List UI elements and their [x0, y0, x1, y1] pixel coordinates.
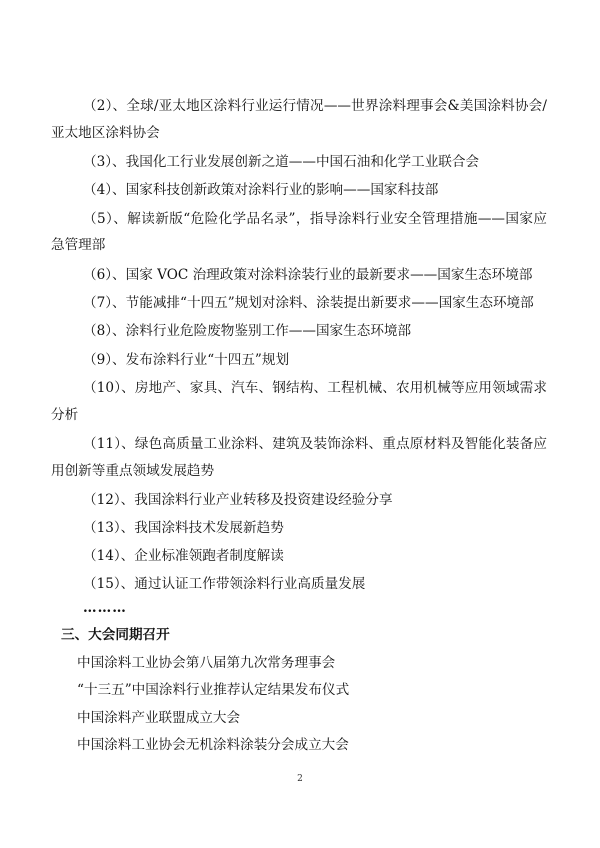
agenda-item-12: （12）、我国涂料行业产业转移及投资建设经验分享 [83, 492, 393, 508]
agenda-item-9: （9）、发布涂料行业“十四五”规划 [83, 352, 290, 368]
concurrent-event-2: “十三五”中国涂料行业推荐认定结果发布仪式 [77, 682, 350, 698]
concurrent-event-3: 中国涂料产业联盟成立大会 [77, 710, 241, 726]
agenda-item-15: （15）、通过认证工作带领涂料行业高质量发展 [83, 576, 366, 592]
agenda-item-14: （14）、企业标准领跑者制度解读 [83, 548, 284, 564]
agenda-item-10: （10）、房地产、家具、汽车、钢结构、工程机械、农用机械等应用领域需求 [83, 380, 547, 396]
agenda-item-4: （4）、国家科技创新政策对涂料行业的影响——国家科技部 [83, 182, 439, 198]
agenda-item-5: （5）、解读新版“危险化学品名录”，指导涂料行业安全管理措施——国家应 [83, 211, 547, 227]
agenda-ellipsis: ……… [83, 600, 127, 616]
agenda-item-3: （3）、我国化工行业发展创新之道——中国石油和化学工业联合会 [83, 154, 480, 170]
concurrent-event-4: 中国涂料工业协会无机涂料涂装分会成立大会 [77, 737, 349, 753]
agenda-item-5-cont: 急管理部 [51, 237, 106, 253]
agenda-item-2: （2）、全球/亚太地区涂料行业运行情况——世界涂料理事会&美国涂料协会/ [83, 98, 547, 114]
agenda-item-11: （11）、绿色高质量工业涂料、建筑及装饰涂料、重点原材料及智能化装备应 [83, 436, 547, 452]
page-number: 2 [297, 774, 303, 784]
agenda-item-2-cont: 亚太地区涂料协会 [51, 125, 160, 141]
concurrent-event-1: 中国涂料工业协会第八届第九次常务理事会 [77, 655, 336, 671]
agenda-item-11-cont: 用创新等重点领域发展趋势 [51, 463, 215, 479]
agenda-item-8: （8）、涂料行业危险废物鉴别工作——国家生态环境部 [83, 323, 412, 339]
section-heading: 三、大会同期召开 [61, 627, 170, 643]
agenda-item-6: （6）、国家 VOC 治理政策对涂料涂装行业的最新要求——国家生态环境部 [83, 267, 533, 283]
agenda-item-7: （7）、节能减排“十四五”规划对涂料、涂装提出新要求——国家生态环境部 [83, 295, 534, 311]
agenda-item-13: （13）、我国涂料技术发展新趋势 [83, 520, 284, 536]
agenda-item-10-cont: 分析 [51, 407, 79, 423]
